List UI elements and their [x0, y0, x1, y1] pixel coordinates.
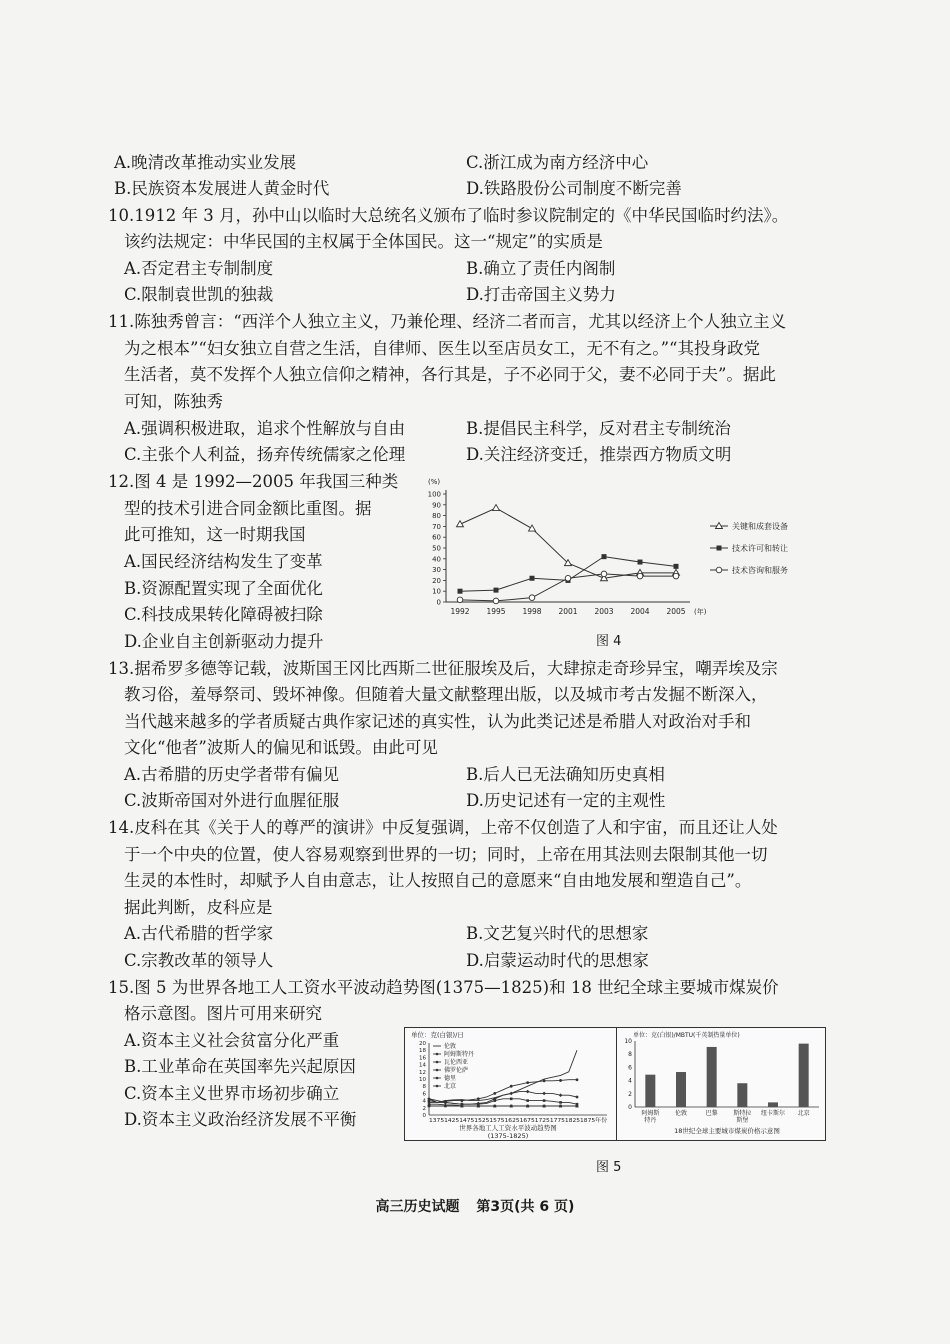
q15-option-d: D.资本主义政治经济发展不平衡 — [124, 1110, 357, 1129]
data-point — [559, 1079, 562, 1082]
q9-option-b: B.民族资本发展进人黄金时代 — [114, 179, 330, 198]
q10-option-b: B.确立了责任内阁制 — [466, 259, 616, 278]
x-tick-label: 阿姆斯 — [641, 1110, 660, 1117]
y-tick-label: 4 — [628, 1077, 632, 1085]
data-point — [637, 573, 643, 579]
data-point — [461, 1105, 464, 1108]
q12-option-b: B.资源配置实现了全面优化 — [124, 579, 323, 598]
legend-label: 德里 — [444, 1075, 457, 1082]
q12-option-c: C.科技成果转化障碍被扫除 — [124, 605, 323, 624]
y-tick-label: 80 — [432, 512, 441, 521]
q12-stem-line: 此可推知，这一时期我国 — [124, 525, 306, 544]
data-point — [565, 575, 571, 581]
y-tick-label: 14 — [419, 1062, 426, 1069]
bar — [645, 1075, 655, 1107]
legend-label: 技术咨询和服务 — [732, 566, 788, 575]
data-point — [509, 1092, 513, 1096]
q12-stem-line: 12.图 4 是 1992—2005 年我国三种类 — [108, 472, 399, 491]
y-tick-label: 8 — [422, 1084, 426, 1091]
q14-stem-line: 据此判断，皮科应是 — [124, 898, 273, 917]
data-point — [601, 571, 607, 577]
q11-stem-line: 11.陈独秀曾言：“西洋个人独立主义，乃兼伦理、经济二者而言，尤其以经济上个人独立主义 — [108, 312, 787, 331]
data-point — [494, 588, 499, 593]
q15-stem-line: 15.图 5 为世界各地工人工资水平波动趋势图(1375—1825)和 18 世纪全球主要城市煤炭价 — [108, 978, 779, 997]
data-point — [543, 1099, 546, 1102]
data-point — [526, 1099, 529, 1102]
y-tick-label: 2 — [422, 1105, 426, 1112]
y-tick-label: 16 — [419, 1055, 426, 1062]
x-tick-label: 1992 — [450, 607, 470, 616]
data-point — [674, 564, 679, 569]
legend-label: 北京 — [444, 1083, 457, 1090]
x-tick-label: 巴黎 — [705, 1110, 718, 1117]
q13-stem-line: 教习俗，羞辱祭司、毁坏神像。但随着大量文献整理出版，以及城市考古发掘不断深入， — [124, 685, 768, 704]
legend-marker — [436, 1069, 439, 1072]
y-tick-label: 50 — [432, 544, 441, 553]
q11-option-b: B.提倡民主科学，反对君主专制统治 — [466, 419, 731, 438]
x-tick-label: 北京 — [797, 1110, 810, 1117]
data-point — [444, 1105, 447, 1108]
data-point — [526, 1105, 529, 1108]
legend-marker — [436, 1077, 439, 1080]
y-tick-label: 90 — [432, 501, 441, 510]
footer-page: 第3页(共 6 页) — [476, 1199, 575, 1215]
data-point — [457, 597, 463, 603]
q14-stem-line: 于一个中央的位置，使人容易观察到世界的一切；同时，上帝在用其法则去限制其他一切 — [124, 845, 768, 864]
y-tick-label: 6 — [628, 1064, 632, 1072]
q14-option-c: C.宗教改革的领导人 — [124, 951, 274, 970]
data-point — [510, 1098, 513, 1101]
page-footer — [0, 1196, 950, 1216]
chart-title: 18世纪全球主要城市煤炭价格示意图 — [674, 1127, 780, 1135]
data-point — [602, 554, 607, 559]
q15-option-a: A.资本主义社会贫富分化严重 — [124, 1031, 340, 1050]
q14-stem-line: 14.皮科在其《关于人的尊严的演讲》中反复强调，上帝不仅创造了人和宇宙，而且还让人处 — [108, 818, 778, 837]
y-tick-label: 30 — [432, 566, 441, 575]
footer-title: 高三历史试题 — [375, 1199, 460, 1215]
figure-5-frame — [404, 1027, 826, 1141]
x-tick-label: 特丹 — [644, 1117, 657, 1124]
q13-option-b: B.后人已无法确知历史真相 — [466, 765, 665, 784]
q9-option-a: A.晚清改革推动实业发展 — [114, 153, 297, 172]
q11-stem-line: 为之根本”“妇女独立自营之生活，自律师、医生以至店员女工，无不有之。”“其投身政党 — [124, 339, 760, 358]
data-point — [542, 1092, 546, 1096]
q14-stem-line: 生灵的本性时，却赋予人自由意志，让人按照自己的意愿来“自由地发展和塑造自己”。 — [124, 871, 752, 890]
wage-trend-chart — [407, 1029, 615, 1139]
figure-divider — [616, 1028, 617, 1140]
q15-option-c: C.资本主义世界市场初步确立 — [124, 1084, 340, 1103]
figure-4-caption: 图 4 — [596, 634, 622, 649]
q12-option-a: A.国民经济结构发生了变革 — [124, 552, 323, 571]
q15-stem-line: 格示意图。图片可用来研究 — [124, 1004, 322, 1023]
chart-title: 世界各地工人工资水平波动趋势图 — [459, 1124, 557, 1132]
q15-option-b: B.工业革命在英国率先兴起原因 — [124, 1057, 356, 1076]
y-axis-label: 单位：克(白银)/日 — [411, 1031, 464, 1039]
bar — [707, 1047, 717, 1107]
y-tick-label: 10 — [432, 587, 441, 596]
bar — [676, 1072, 686, 1107]
y-tick-label: 2 — [628, 1090, 632, 1098]
data-point — [493, 1099, 496, 1102]
y-tick-label: 10 — [624, 1038, 632, 1045]
x-tick-label: 斯堡 — [736, 1117, 749, 1124]
y-tick-label: 20 — [432, 576, 441, 585]
y-tick-label: 8 — [628, 1051, 632, 1059]
q11-option-a: A.强调积极进取，追求个性解放与自由 — [124, 419, 406, 438]
y-axis-label: 单位：克(白银)/MBTU(千英制热量单位) — [633, 1032, 740, 1039]
q10-option-c: C.限制袁世凯的独裁 — [124, 285, 274, 304]
data-point — [510, 1105, 513, 1108]
x-tick-label: 1998 — [522, 607, 542, 616]
series-line — [460, 508, 676, 578]
q9-option-c: C.浙江成为南方经济中心 — [466, 153, 649, 172]
series-line — [429, 1099, 577, 1104]
x-axis-label: (年) — [694, 608, 707, 616]
q13-option-a: A.古希腊的历史学者带有偏见 — [124, 765, 340, 784]
x-tick-label: 伦敦 — [674, 1110, 688, 1117]
data-point — [493, 505, 500, 511]
chart-subtitle: (1375-1825) — [487, 1132, 529, 1139]
q14-option-a: A.古代希腊的哲学家 — [124, 924, 274, 943]
x-tick-label: 2005 — [666, 607, 686, 616]
figure-5-caption: 图 5 — [596, 1160, 622, 1175]
q13-option-c: C.波斯帝国对外进行血腥征服 — [124, 791, 340, 810]
data-point — [493, 598, 499, 604]
data-point — [559, 1101, 562, 1104]
data-point — [529, 595, 535, 601]
q12-stem-line: 型的技术引进合同金额比重图。据 — [124, 499, 372, 518]
q14-option-d: D.启蒙运动时代的思想家 — [466, 951, 649, 970]
data-point — [638, 560, 643, 565]
bar — [768, 1102, 778, 1107]
q10-stem-line: 该约法规定：中华民国的主权属于全体国民。这一“规定”的实质是 — [124, 232, 603, 251]
data-point — [543, 1105, 546, 1108]
x-tick-label: 2001 — [558, 607, 578, 616]
data-point — [576, 1105, 579, 1108]
data-point — [559, 1093, 563, 1097]
q12-option-d: D.企业自主创新驱动力提升 — [124, 632, 324, 651]
y-tick-label: 12 — [419, 1069, 426, 1076]
data-point — [460, 1099, 463, 1102]
q10-option-d: D.打击帝国主义势力 — [466, 285, 616, 304]
x-tick-label: 纽卡斯尔 — [760, 1110, 786, 1117]
data-point — [575, 1095, 579, 1099]
q9-option-d: D.铁路股份公司制度不断完善 — [466, 179, 682, 198]
legend-label: 伦敦 — [444, 1043, 457, 1050]
y-axis-label: (%) — [428, 478, 441, 486]
series-line — [429, 1092, 577, 1105]
q11-stem-line: 生活者，莫不发挥个人独立信仰之精神，各行其是，子不必同于父，妻不必同于夫”。据此 — [124, 365, 776, 384]
y-tick-label: 100 — [427, 490, 441, 499]
data-point — [526, 1090, 530, 1094]
x-tick-label: 2004 — [630, 607, 650, 616]
q13-stem-line: 文化“他者”波斯人的偏见和诋毁。由此可见 — [124, 738, 438, 757]
y-tick-label: 40 — [432, 555, 441, 564]
data-point — [477, 1105, 480, 1108]
q14-option-b: B.文艺复兴时代的思想家 — [466, 924, 649, 943]
data-point — [477, 1097, 480, 1100]
data-point — [493, 1105, 496, 1108]
q13-stem-line: 当代越来越多的学者质疑古典作家记述的真实性，认为此类记述是希腊人对政治对手和 — [124, 712, 751, 731]
y-tick-label: 6 — [422, 1091, 426, 1098]
y-tick-label: 0 — [422, 1113, 426, 1119]
q11-stem-line: 可知，陈独秀 — [124, 392, 223, 411]
legend-label: 瓦伦西亚 — [444, 1059, 469, 1066]
q10-option-a: A.否定君主专制制度 — [124, 259, 274, 278]
legend-marker — [436, 1053, 439, 1056]
x-tick-label: 1995 — [486, 607, 506, 616]
y-tick-label: 0 — [436, 598, 441, 607]
data-point — [576, 1078, 579, 1081]
y-tick-label: 10 — [419, 1077, 426, 1083]
legend-label: 佛罗伦萨 — [444, 1067, 469, 1074]
x-tick-label: 2003 — [594, 607, 614, 616]
data-point — [526, 1081, 529, 1084]
data-point — [493, 1092, 496, 1095]
data-point — [559, 1105, 562, 1108]
figure-4-chart — [418, 474, 828, 624]
bar — [737, 1083, 747, 1107]
legend-label: 关键和成套设备 — [732, 522, 788, 531]
data-point — [543, 1079, 546, 1082]
q13-stem-line: 13.据希罗多德等记载，波斯国王冈比西斯二世征服埃及后，大肆掠走奇珍异宝，嘲弄埃及宗 — [108, 659, 778, 678]
y-tick-label: 4 — [422, 1098, 426, 1105]
data-point — [673, 573, 679, 579]
q11-option-c: C.主张个人利益，扬弃传统儒家之伦理 — [124, 445, 406, 464]
y-tick-label: 0 — [628, 1104, 632, 1111]
y-tick-label: 20 — [419, 1041, 426, 1047]
data-point — [530, 576, 535, 581]
legend-label: 技术许可和转让 — [732, 544, 788, 553]
y-tick-label: 70 — [432, 522, 441, 531]
data-point — [458, 589, 463, 594]
legend-marker — [717, 546, 722, 551]
q10-stem-line: 10.1912 年 3 月，孙中山以临时大总统名义颁布了临时参议院制定的《中华民国临时约法》。 — [108, 206, 789, 225]
x-tick-label: 斯特拉 — [733, 1110, 752, 1117]
data-point — [529, 525, 536, 531]
q11-option-d: D.关注经济变迁，推崇西方物质文明 — [466, 445, 732, 464]
coal-price-chart — [619, 1029, 823, 1139]
bar — [799, 1044, 809, 1107]
data-point — [428, 1105, 431, 1108]
legend-marker — [436, 1085, 439, 1088]
q13-option-d: D.历史记述有一定的主观性 — [466, 791, 666, 810]
data-point — [510, 1085, 513, 1088]
legend-marker — [716, 567, 722, 573]
y-tick-label: 60 — [432, 533, 441, 542]
legend-label: 阿姆斯特丹 — [444, 1051, 475, 1058]
x-tick-labels: 13751425147515251575162516751725177518251875年份 — [429, 1118, 594, 1124]
legend-marker — [436, 1061, 439, 1064]
data-point — [457, 521, 464, 527]
y-tick-label: 18 — [419, 1048, 426, 1055]
